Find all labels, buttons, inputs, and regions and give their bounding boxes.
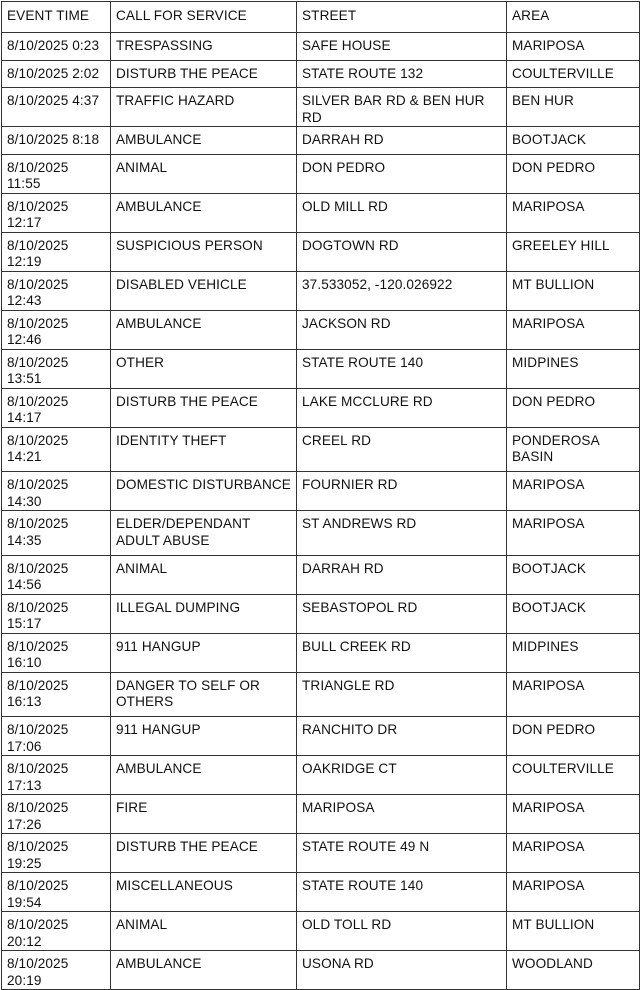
cell-street: OLD MILL RD — [297, 193, 507, 232]
cell-event-time: 8/10/2025 14:56 — [2, 555, 111, 594]
cell-call-for-service: IDENTITY THEFT — [111, 427, 297, 472]
cell-area: MARIPOSA — [507, 472, 640, 511]
table-row — [2, 349, 640, 388]
table-row — [2, 511, 640, 556]
table-row — [2, 834, 640, 873]
cell-call-for-service: DISABLED VEHICLE — [111, 271, 297, 310]
table-row — [2, 154, 640, 193]
cell-area: DON PEDRO — [507, 388, 640, 427]
table-row — [2, 60, 640, 88]
cell-event-time: 8/10/2025 19:25 — [2, 834, 111, 873]
cell-event-time: 8/10/2025 17:26 — [2, 795, 111, 834]
cell-call-for-service: TRAFFIC HAZARD — [111, 88, 297, 127]
cell-event-time: 8/10/2025 16:10 — [2, 633, 111, 672]
table-row — [2, 388, 640, 427]
cell-area: DON PEDRO — [507, 717, 640, 756]
cell-event-time: 8/10/2025 20:12 — [2, 912, 111, 951]
cell-call-for-service: 911 HANGUP — [111, 717, 297, 756]
cell-event-time: 8/10/2025 12:17 — [2, 193, 111, 232]
cell-event-time: 8/10/2025 17:13 — [2, 756, 111, 795]
cell-area: MARIPOSA — [507, 33, 640, 61]
cell-street: OLD TOLL RD — [297, 912, 507, 951]
header-area: AREA — [507, 2, 640, 33]
cell-street: USONA RD — [297, 951, 507, 990]
table-row — [2, 672, 640, 717]
cell-street: FOURNIER RD — [297, 472, 507, 511]
cell-street: STATE ROUTE 140 — [297, 349, 507, 388]
table-row — [2, 555, 640, 594]
cell-street: DARRAH RD — [297, 127, 507, 155]
cell-area: COULTERVILLE — [507, 756, 640, 795]
cell-call-for-service: SUSPICIOUS PERSON — [111, 232, 297, 271]
cell-call-for-service: ILLEGAL DUMPING — [111, 594, 297, 633]
cell-area: MARIPOSA — [507, 834, 640, 873]
cell-call-for-service: ELDER/DEPENDANT ADULT ABUSE — [111, 511, 297, 556]
cell-street: OAKRIDGE CT — [297, 756, 507, 795]
cell-event-time: 8/10/2025 4:37 — [2, 88, 111, 127]
cell-area: BOOTJACK — [507, 127, 640, 155]
cell-event-time: 8/10/2025 2:02 — [2, 60, 111, 88]
cell-street: MARIPOSA — [297, 795, 507, 834]
table-row — [2, 594, 640, 633]
cell-event-time: 8/10/2025 13:51 — [2, 349, 111, 388]
cell-street: STATE ROUTE 140 — [297, 873, 507, 912]
cell-area: MARIPOSA — [507, 193, 640, 232]
cell-call-for-service: DISTURB THE PEACE — [111, 834, 297, 873]
cell-area: COULTERVILLE — [507, 60, 640, 88]
cell-event-time: 8/10/2025 12:46 — [2, 310, 111, 349]
cell-event-time: 8/10/2025 14:35 — [2, 511, 111, 556]
table-row — [2, 271, 640, 310]
cell-street: ST ANDREWS RD — [297, 511, 507, 556]
cell-street: DON PEDRO — [297, 154, 507, 193]
cell-street: STATE ROUTE 49 N — [297, 834, 507, 873]
cell-street: BULL CREEK RD — [297, 633, 507, 672]
header-call-for-service: CALL FOR SERVICE — [111, 2, 297, 33]
cell-call-for-service: AMBULANCE — [111, 127, 297, 155]
cell-call-for-service: AMBULANCE — [111, 193, 297, 232]
table-row — [2, 717, 640, 756]
cell-call-for-service: 911 HANGUP — [111, 633, 297, 672]
cell-street: JACKSON RD — [297, 310, 507, 349]
cell-call-for-service: MISCELLANEOUS — [111, 873, 297, 912]
call-log-table — [1, 1, 640, 990]
cell-street: CREEL RD — [297, 427, 507, 472]
cell-area: MIDPINES — [507, 349, 640, 388]
cell-call-for-service: AMBULANCE — [111, 310, 297, 349]
header-event-time: EVENT TIME — [2, 2, 111, 33]
cell-call-for-service: DISTURB THE PEACE — [111, 60, 297, 88]
table-row — [2, 795, 640, 834]
cell-event-time: 8/10/2025 15:17 — [2, 594, 111, 633]
table-row — [2, 951, 640, 990]
cell-event-time: 8/10/2025 12:43 — [2, 271, 111, 310]
cell-event-time: 8/10/2025 19:54 — [2, 873, 111, 912]
cell-call-for-service: ANIMAL — [111, 555, 297, 594]
cell-event-time: 8/10/2025 14:21 — [2, 427, 111, 472]
cell-street: RANCHITO DR — [297, 717, 507, 756]
cell-event-time: 8/10/2025 0:23 — [2, 33, 111, 61]
cell-event-time: 8/10/2025 12:19 — [2, 232, 111, 271]
cell-street: LAKE MCCLURE RD — [297, 388, 507, 427]
cell-area: MARIPOSA — [507, 795, 640, 834]
cell-area: DON PEDRO — [507, 154, 640, 193]
table-row — [2, 912, 640, 951]
cell-call-for-service: DISTURB THE PEACE — [111, 388, 297, 427]
cell-call-for-service: DOMESTIC DISTURBANCE — [111, 472, 297, 511]
header-street: STREET — [297, 2, 507, 33]
cell-area: MARIPOSA — [507, 672, 640, 717]
cell-street: DARRAH RD — [297, 555, 507, 594]
cell-call-for-service: DANGER TO SELF OR OTHERS — [111, 672, 297, 717]
cell-area: BEN HUR — [507, 88, 640, 127]
cell-street: SEBASTOPOL RD — [297, 594, 507, 633]
cell-area: PONDEROSA BASIN — [507, 427, 640, 472]
table-row — [2, 127, 640, 155]
cell-street: STATE ROUTE 132 — [297, 60, 507, 88]
cell-call-for-service: AMBULANCE — [111, 756, 297, 795]
cell-event-time: 8/10/2025 14:30 — [2, 472, 111, 511]
table-row — [2, 633, 640, 672]
cell-street: 37.533052, -120.026922 — [297, 271, 507, 310]
table-body — [2, 33, 640, 990]
cell-call-for-service: ANIMAL — [111, 912, 297, 951]
cell-call-for-service: ANIMAL — [111, 154, 297, 193]
table-row — [2, 427, 640, 472]
cell-event-time: 8/10/2025 14:17 — [2, 388, 111, 427]
cell-call-for-service: OTHER — [111, 349, 297, 388]
cell-area: MT BULLION — [507, 271, 640, 310]
cell-area: MT BULLION — [507, 912, 640, 951]
cell-area: MIDPINES — [507, 633, 640, 672]
cell-call-for-service: AMBULANCE — [111, 951, 297, 990]
cell-street: TRIANGLE RD — [297, 672, 507, 717]
table-row — [2, 756, 640, 795]
cell-area: BOOTJACK — [507, 555, 640, 594]
cell-street: SILVER BAR RD & BEN HUR RD — [297, 88, 507, 127]
table-row — [2, 88, 640, 127]
cell-area: GREELEY HILL — [507, 232, 640, 271]
table-row — [2, 310, 640, 349]
cell-event-time: 8/10/2025 11:55 — [2, 154, 111, 193]
cell-area: MARIPOSA — [507, 511, 640, 556]
table-row — [2, 193, 640, 232]
cell-area: BOOTJACK — [507, 594, 640, 633]
cell-event-time: 8/10/2025 20:19 — [2, 951, 111, 990]
cell-event-time: 8/10/2025 17:06 — [2, 717, 111, 756]
cell-event-time: 8/10/2025 8:18 — [2, 127, 111, 155]
cell-area: MARIPOSA — [507, 873, 640, 912]
cell-call-for-service: TRESPASSING — [111, 33, 297, 61]
cell-street: DOGTOWN RD — [297, 232, 507, 271]
table-row — [2, 873, 640, 912]
table-row — [2, 232, 640, 271]
header-row — [2, 2, 640, 33]
cell-street: SAFE HOUSE — [297, 33, 507, 61]
cell-call-for-service: FIRE — [111, 795, 297, 834]
table-row — [2, 472, 640, 511]
cell-area: MARIPOSA — [507, 310, 640, 349]
table-header — [2, 2, 640, 33]
table-row — [2, 33, 640, 61]
cell-event-time: 8/10/2025 16:13 — [2, 672, 111, 717]
cell-area: WOODLAND — [507, 951, 640, 990]
